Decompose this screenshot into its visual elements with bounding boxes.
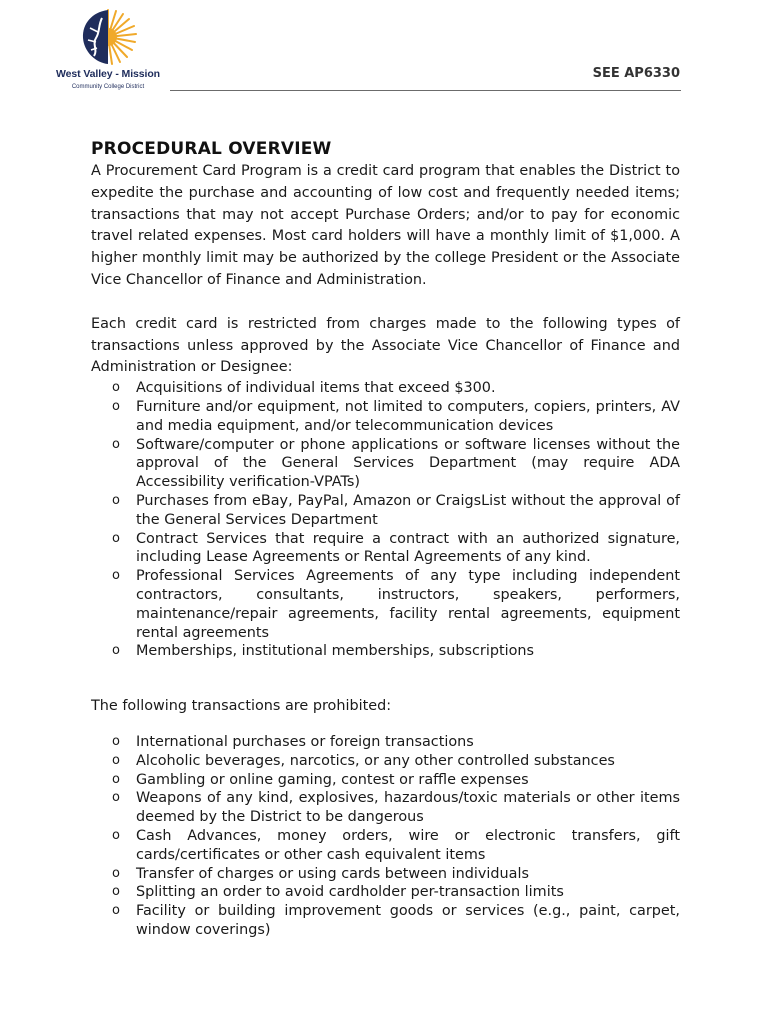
document-body: [91, 138, 680, 940]
bullet-icon: o: [112, 752, 120, 768]
list-item: o Purchases from eBay, PayPal, Amazon or CraigsList without the approval of the General Services Department: [112, 492, 680, 528]
list-item: o International purchases or foreign transactions: [112, 733, 474, 750]
list-item: o Alcoholic beverages, narcotics, or any other controlled substances: [112, 752, 615, 769]
list-item: o Splitting an order to avoid cardholder per-transaction limits: [112, 884, 564, 901]
restricted-intro: Each credit card is restricted from charges made to the following types of transactions unless approved by the Associate Vice Chancellor of Finance and Administration or Designee:: [91, 315, 680, 376]
header-divider: [170, 90, 681, 91]
list-item: o Acquisitions of individual items that exceed $300.: [112, 380, 496, 397]
list-item: o Gambling or online gaming, contest or raffle expenses: [112, 771, 529, 788]
bullet-icon: o: [112, 436, 120, 452]
bullet-icon: o: [112, 643, 120, 659]
list-item: o Cash Advances, money orders, wire or electronic transfers, gift cards/certificates or other cash equivalent items: [112, 827, 680, 863]
bullet-icon: o: [112, 884, 120, 900]
list-item: o Contract Services that require a contract with an authorized signature, including Lease Agreements or Rental Agreements of any kind.: [112, 530, 680, 566]
policy-reference: SEE AP6330: [592, 66, 680, 81]
bullet-icon: o: [112, 380, 120, 396]
bullet-icon: o: [112, 865, 120, 881]
list-item: o Professional Services Agreements of any type including independent contractors, consultants, instructors, speakers, performers, maintenance/repair agreements, facility rental agreements, equipment rental agreements: [112, 568, 680, 641]
list-item: o Weapons of any kind, explosives, hazardous/toxic materials or other items deemed by the District to be dangerous: [112, 790, 680, 826]
bullet-icon: o: [112, 530, 120, 546]
bullet-icon: o: [112, 790, 120, 806]
list-item: o Furniture and/or equipment, not limited to computers, copiers, printers, AV and media equipment, and/or telecommunication devices: [112, 398, 680, 434]
list-item: o Transfer of charges or using cards between individuals: [112, 865, 529, 882]
list-item: o Memberships, institutional memberships, subscriptions: [112, 643, 535, 660]
logo-name: West Valley - Mission: [56, 68, 160, 80]
list-item: o Facility or building improvement goods or services (e.g., paint, carpet, window coverings): [112, 903, 680, 938]
bullet-icon: o: [112, 771, 120, 787]
prohibited-intro: The following transactions are prohibited:: [91, 698, 392, 715]
intro-paragraph: A Procurement Card Program is a credit card program that enables the District to expedite the purchase and accounting of low cost and frequently needed items; transactions that may not accept Purchase Orders; and/or to pay for economic travel related expenses. Most card holders will have a monthly limit of $1,000. A higher monthly limit may be authorized by the college President or the Associate Vice Chancellor of Finance and Administration.: [91, 163, 680, 288]
district-logo: [52, 8, 172, 94]
bullet-icon: o: [112, 827, 120, 843]
bullet-icon: o: [112, 733, 120, 749]
sun-leaf-icon: [78, 8, 138, 66]
bullet-icon: o: [112, 903, 120, 919]
list-item: o Software/computer or phone applications or software licenses without the approval of the General Services Department (may require ADA Accessibility verification-VPATs): [112, 436, 680, 491]
section-title: PROCEDURAL OVERVIEW: [91, 139, 332, 159]
bullet-icon: o: [112, 568, 120, 584]
restricted-list: [91, 379, 680, 661]
logo-subtitle: Community College District: [71, 84, 145, 90]
bullet-icon: o: [112, 398, 120, 414]
bullet-icon: o: [112, 492, 120, 508]
prohibited-list: [91, 733, 680, 940]
